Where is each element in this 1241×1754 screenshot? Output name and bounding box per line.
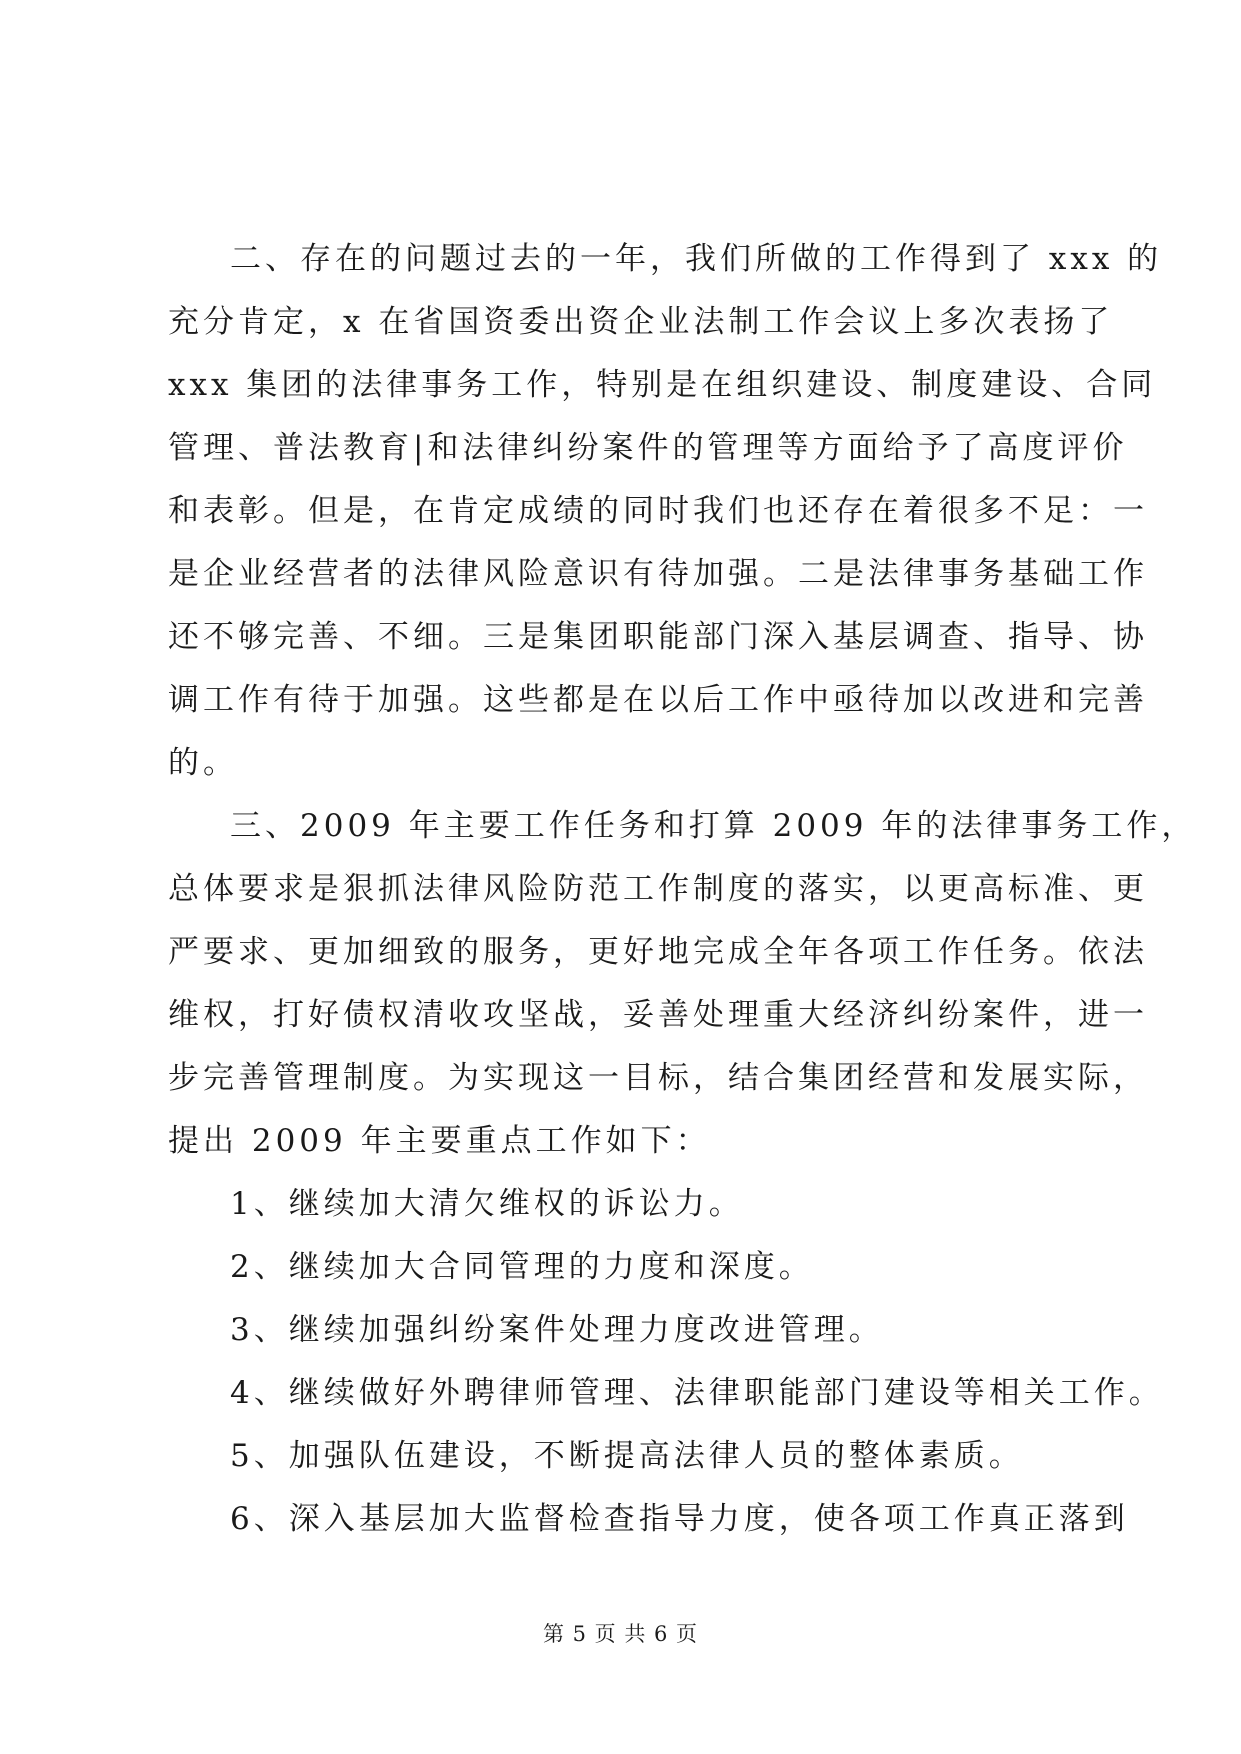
document-body (168, 228, 1197, 1551)
text-line: 步完善管理制度。为实现这一目标，结合集团经营和发展实际， (168, 1060, 1148, 1096)
text-line: 还不够完善、不细。三是集团职能部门深入基层调查、指导、协 (168, 619, 1148, 655)
text-line: 和表彰。但是，在肯定成绩的同时我们也还存在着很多不足：一 (168, 493, 1148, 529)
text-line: 维权，打好债权清收攻坚战，妥善处理重大经济纠纷案件，进一 (168, 997, 1148, 1033)
text-line: 的。 (168, 745, 238, 781)
list-item: 1、继续加大清欠维权的诉讼力。 (230, 1186, 744, 1222)
text-line: 严要求、更加细致的服务，更好地完成全年各项工作任务。依法 (168, 934, 1148, 970)
list-item: 2、继续加大合同管理的力度和深度。 (230, 1249, 814, 1285)
text-line: 总体要求是狠抓法律风险防范工作制度的落实，以更高标准、更 (168, 871, 1148, 907)
list-item: 4、继续做好外聘律师管理、法律职能部门建设等相关工作。 (230, 1375, 1164, 1411)
text-line: xxx 集团的法律事务工作，特别是在组织建设、制度建设、合同 (168, 367, 1157, 403)
list-item: 6、深入基层加大监督检查指导力度，使各项工作真正落到 (230, 1501, 1129, 1537)
text-line: 调工作有待于加强。这些都是在以后工作中亟待加以改进和完善 (168, 682, 1148, 718)
list-item: 5、加强队伍建设，不断提高法律人员的整体素质。 (230, 1438, 1024, 1474)
text-line: 提出 2009 年主要重点工作如下： (168, 1123, 711, 1159)
text-line: 管理、普法教育|和法律纠纷案件的管理等方面给予了高度评价 (168, 430, 1128, 466)
page-footer (0, 1618, 1241, 1648)
text-line: 充分肯定，x 在省国资委出资企业法制工作会议上多次表扬了 (168, 304, 1114, 340)
text-line: 二、存在的问题过去的一年，我们所做的工作得到了 xxx 的 (230, 241, 1163, 277)
list-item: 3、继续加强纠纷案件处理力度改进管理。 (230, 1312, 884, 1348)
text-line: 是企业经营者的法律风险意识有待加强。二是法律事务基础工作 (168, 556, 1148, 592)
page-number: 第 5 页 共 6 页 (542, 1622, 699, 1646)
text-line: 三、2009 年主要工作任务和打算 2009 年的法律事务工作， (230, 808, 1197, 844)
